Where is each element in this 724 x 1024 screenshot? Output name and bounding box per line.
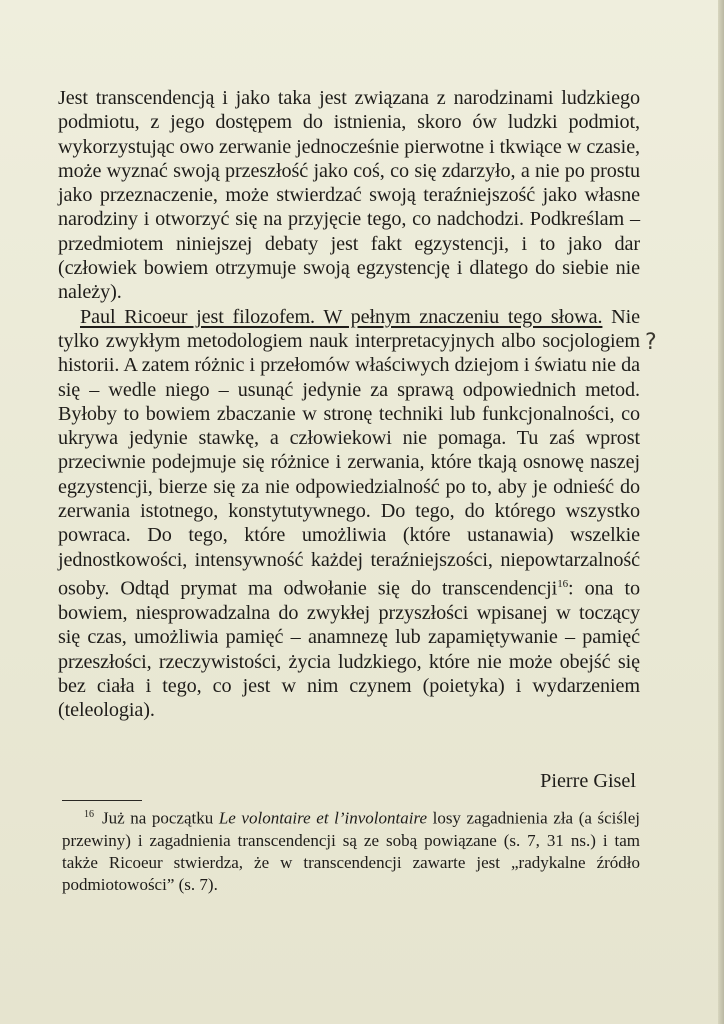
footnote-lead: Już na początku — [102, 808, 219, 828]
page-edge-shadow — [718, 0, 724, 1024]
footnote-text: losy zagadnienia zła (a ściślej przewiny) i zagadnienia transcendencji są ze sobą powiązane (s. 7, 31 ns.) i tam także Ricoeur stwierdza, że w transcendencji zawarte jest „radykalne źródło podmiotowości” (s. 7). — [62, 808, 640, 894]
footnote-number: 16 — [84, 809, 94, 820]
footnote-reference[interactable]: 16 — [557, 577, 568, 590]
underlined-sentence: Paul Ricoeur jest filozofem. W pełnym znaczeniu tego słowa. — [80, 305, 603, 328]
paragraph-2-body: Nie tylko zwykłym metodologiem nauk interpretacyjnych albo socjologiem historii. A zatem różnic i przełomów właściwych dziejom i światu nie da się – wedle niego – usunąć jedynie za sprawą odpowiednich metod. Byłoby to bowiem zbaczanie w stronę techniki lub funkcjonalności, co ukrywa jedynie stawkę, a człowiekowi nie pomaga. Tu zaś wprost przeciwnie podejmuje się różnice i zerwania, które tkają osnowę naszej egzystencji, bierze się za nie odpowiedzialność po to, aby je odnieść do zerwania istotnego, konstytutywnego. Do tego, do którego wszystko powraca. Do tego, które umożliwia (które ustanawia) wszelkie jednostkowości, intensywność każdej teraźniejszości, niepowtarzalność osoby. Odtąd prymat ma odwołanie się do transcendencji — [58, 305, 640, 600]
footnote-title: Le volontaire et l’involontaire — [218, 808, 427, 828]
main-text — [58, 86, 640, 722]
paragraph-2-tail: : ona to bowiem, niesprowadzalna do zwykłej przyszłości wpisanej w toczący się czas, umożliwia pamięć – anamnezę lub zapamiętywanie – pamięć przeszłości, rzeczywistości, życia ludzkiego, które nie może obejść się bez ciała i tego, co jest w nim czynem (poietyka) i wydarzeniem (teleologia). — [58, 577, 640, 722]
margin-question-mark: ? — [645, 330, 657, 355]
author-signature: Pierre Gisel — [540, 770, 636, 792]
paragraph-1: Jest transcendencją i jako taka jest związana z narodzinami ludzkiego podmiotu, z jego dostępem do istnienia, skoro ów ludzki podmiot, wykorzystując owo zerwanie jednocześnie pierwotne i tkwiące w czasie, może wyznać swoją przeszłość jako coś, co się zdarzyło, a nie po prostu jako przeznaczenie, może stwierdzać swoją teraźniejszość jako własne narodziny i otworzyć się na przyjęcie tego, co nadchodzi. Podkreślam – przedmiotem niniejszej debaty jest fakt egzystencji, i to jako dar (człowiek bowiem otrzymuje swoją egzystencję i dlatego do siebie nie należy). — [58, 87, 640, 304]
paragraph-2 — [58, 305, 640, 723]
footnote-divider — [62, 800, 142, 801]
footnote — [62, 804, 640, 896]
